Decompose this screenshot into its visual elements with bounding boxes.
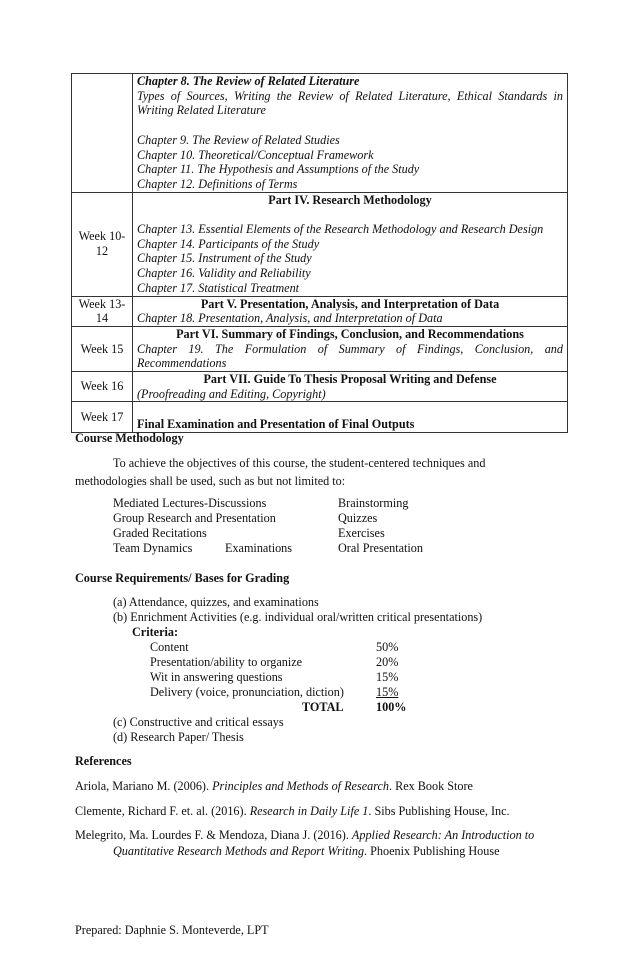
method-item: Oral Presentation: [338, 541, 423, 555]
schedule-table: [71, 73, 568, 433]
schedule-row: [72, 402, 568, 432]
method-item: Quizzes: [338, 511, 378, 525]
topic-line: Chapter 10. Theoretical/Conceptual Framework: [137, 147, 374, 162]
topics-cell: [133, 296, 568, 326]
spacer: [137, 207, 563, 222]
week-cell: Week 15: [72, 326, 133, 371]
criteria-name: Delivery (voice, pronunciation, diction): [150, 685, 344, 699]
topic-line: Chapter 18. Presentation, Analysis, and Interpretation of Data: [137, 311, 443, 326]
footer-prepared-by: Prepared: Daphnie S. Monteverde, LPT: [75, 923, 269, 937]
topics-cell: [133, 74, 568, 193]
topic-line: Types of Sources, Writing the Review of Related Literature, Ethical Standards in Writing Related Literature: [137, 88, 563, 118]
schedule-row: [72, 326, 568, 371]
requirements-heading: Course Requirements/ Bases for Grading: [75, 571, 290, 585]
requirement-item-c: (c) Constructive and critical essays: [113, 715, 284, 729]
requirement-item-b: (b) Enrichment Activities (e.g. individual oral/written critical presentations): [113, 610, 483, 624]
requirement-item-a: (a) Attendance, quizzes, and examinations: [113, 595, 319, 609]
topic-line: Chapter 12. Definitions of Terms: [137, 176, 298, 191]
methodology-heading: Course Methodology: [75, 431, 184, 445]
schedule-row: [72, 372, 568, 402]
spacer: [137, 402, 563, 417]
method-item: Examinations: [225, 541, 293, 555]
topic-line: Chapter 14. Participants of the Study: [137, 236, 320, 251]
topic-line: Chapter 8. The Review of Related Literature: [137, 74, 360, 88]
week-cell: Week 16: [72, 372, 133, 402]
criteria-name: Presentation/ability to organize: [150, 655, 303, 669]
method-item: Group Research and Presentation: [113, 511, 276, 525]
criteria-pct: 20%: [376, 655, 399, 669]
reference-3: Melegrito, Ma. Lourdes F. & Mendoza, Diana J. (2016). Applied Research: An Introduction to: [75, 828, 535, 842]
methodology-paragraph-line1: To achieve the objectives of this course, the student-centered techniques and: [113, 456, 486, 470]
criteria-pct: 50%: [376, 640, 399, 654]
topic-line: Chapter 11. The Hypothesis and Assumptions of the Study: [137, 162, 420, 177]
schedule-row: [72, 192, 568, 296]
total-pct: 100%: [376, 700, 407, 714]
topic-line: Chapter 16. Validity and Reliability: [137, 266, 311, 281]
total-label: TOTAL: [302, 700, 344, 714]
references-heading: References: [75, 754, 132, 768]
topics-cell: [133, 192, 568, 296]
spacer: [137, 118, 563, 133]
topics-cell: [133, 326, 568, 371]
topic-line: Part V. Presentation, Analysis, and Interpretation of Data: [200, 296, 500, 311]
criteria-name: Content: [150, 640, 189, 654]
criteria-name: Wit in answering questions: [150, 670, 283, 684]
methodology-paragraph-line2: methodologies shall be used, such as but not limited to:: [75, 474, 346, 488]
schedule-row: [72, 74, 568, 193]
topic-line: Chapter 19. The Formulation of Summary of Findings, Conclusion, and Recommendations: [137, 341, 563, 371]
topic-line: Part VII. Guide To Thesis Proposal Writing and Defense: [203, 372, 497, 387]
method-item: Brainstorming: [338, 496, 409, 510]
criteria-pct: 15%: [376, 685, 399, 699]
criteria-pct: 15%: [376, 670, 399, 684]
method-item: Exercises: [338, 526, 385, 540]
week-cell: Week 17: [72, 402, 133, 432]
method-item: Graded Recitations: [113, 526, 207, 540]
week-cell: Week 13-14: [72, 296, 133, 326]
reference-2: Clemente, Richard F. et. al. (2016). Research in Daily Life 1. Sibs Publishing House, Inc.: [75, 804, 510, 818]
method-item: Mediated Lectures-Discussions: [113, 496, 267, 510]
topic-line: Part VI. Summary of Findings, Conclusion, and Recommendations: [176, 326, 524, 341]
week-cell: [72, 74, 133, 193]
topic-line: Final Examination and Presentation of Final Outputs: [137, 417, 415, 432]
topic-line: Chapter 9. The Review of Related Studies: [137, 132, 340, 147]
topic-line: (Proofreading and Editing, Copyright): [137, 386, 326, 401]
schedule-row: [72, 296, 568, 326]
topic-line: Chapter 17. Statistical Treatment: [137, 280, 300, 295]
requirement-item-d: (d) Research Paper/ Thesis: [113, 730, 244, 744]
reference-1: Ariola, Mariano M. (2006). Principles and Methods of Research. Rex Book Store: [75, 779, 473, 793]
topics-cell: [133, 402, 568, 432]
method-item: Team Dynamics: [113, 541, 193, 555]
week-cell: Week 10-12: [72, 192, 133, 296]
reference-3-continued: Quantitative Research Methods and Report Writing. Phoenix Publishing House: [113, 844, 500, 858]
criteria-label: Criteria:: [132, 625, 179, 639]
topic-line: Chapter 15. Instrument of the Study: [137, 251, 312, 266]
topic-line: Chapter 13. Essential Elements of the Research Methodology and Research Design: [137, 222, 544, 236]
topic-line: Part IV. Research Methodology: [268, 192, 432, 207]
topics-cell: [133, 372, 568, 402]
